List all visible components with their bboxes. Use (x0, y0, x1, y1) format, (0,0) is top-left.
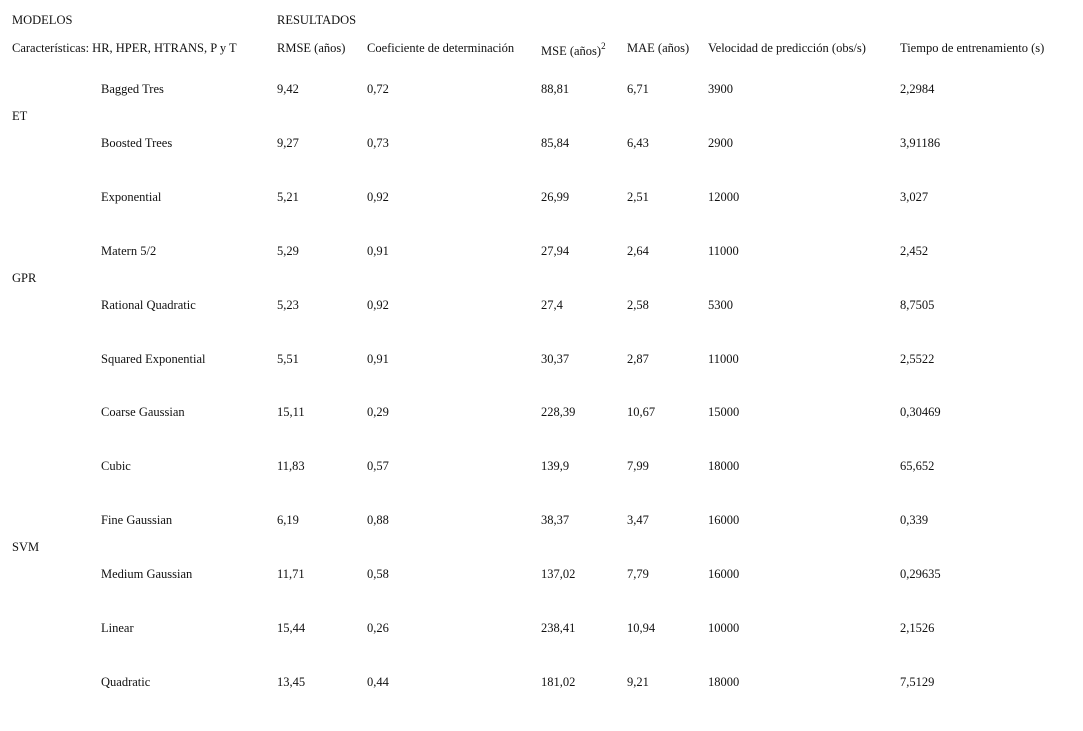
rmse-cell: 13,45 (277, 675, 306, 689)
mse-cell: 30,37 (541, 352, 570, 366)
mae-cell: 6,71 (627, 82, 649, 96)
mse-cell: 88,81 (541, 82, 570, 96)
rmse-cell: 15,11 (277, 405, 305, 419)
train-time-cell: 3,91186 (900, 136, 941, 150)
mae-cell: 3,47 (627, 513, 649, 527)
mae-cell: 2,51 (627, 190, 649, 204)
speed-cell: 18000 (708, 675, 740, 689)
train-time-cell: 8,7505 (900, 298, 935, 312)
mse-cell: 27,94 (541, 244, 570, 258)
r2-header: Coeficiente de determinación (367, 41, 515, 55)
features-header: Características: HR, HPER, HTRANS, P y T (12, 41, 237, 55)
rmse-cell: 5,29 (277, 244, 299, 258)
r2-cell: 0,88 (367, 513, 389, 527)
train-time-cell: 0,29635 (900, 567, 941, 581)
model-name-cell: Fine Gaussian (101, 513, 173, 527)
model-name-cell: Matern 5/2 (101, 244, 157, 258)
r2-cell: 0,73 (367, 136, 389, 150)
model-name-cell: Cubic (101, 459, 131, 473)
model-name-cell: Medium Gaussian (101, 567, 193, 581)
group-label-gpr: GPR (12, 271, 37, 285)
group-label-et: ET (12, 109, 28, 123)
r2-cell: 0,91 (367, 352, 389, 366)
r2-cell: 0,26 (367, 621, 389, 635)
speed-cell: 3900 (708, 82, 733, 96)
mse-cell: 38,37 (541, 513, 570, 527)
speed-cell: 18000 (708, 459, 740, 473)
rmse-cell: 15,44 (277, 621, 306, 635)
speed-cell: 12000 (708, 190, 740, 204)
r2-cell: 0,91 (367, 244, 389, 258)
speed-cell: 10000 (708, 621, 740, 635)
speed-cell: 11000 (708, 244, 739, 258)
mae-cell: 6,43 (627, 136, 649, 150)
model-name-cell: Squared Exponential (101, 352, 206, 366)
rmse-header: RMSE (años) (277, 41, 346, 55)
train-time-cell: 7,5129 (900, 675, 935, 689)
speed-cell: 16000 (708, 567, 740, 581)
mae-cell: 2,58 (627, 298, 649, 312)
mae-cell: 10,67 (627, 405, 656, 419)
train-time-cell: 2,452 (900, 244, 929, 258)
train-time-cell: 2,1526 (900, 621, 935, 635)
mae-cell: 9,21 (627, 675, 649, 689)
model-name-cell: Quadratic (101, 675, 151, 689)
rmse-cell: 5,21 (277, 190, 299, 204)
speed-cell: 15000 (708, 405, 740, 419)
train-time-header: Tiempo de entrenamiento (s) (900, 41, 1045, 55)
r2-cell: 0,29 (367, 405, 389, 419)
mae-cell: 7,99 (627, 459, 649, 473)
rmse-cell: 5,23 (277, 298, 299, 312)
mse-cell: 85,84 (541, 136, 570, 150)
r2-cell: 0,92 (367, 190, 389, 204)
rmse-cell: 5,51 (277, 352, 299, 366)
rmse-cell: 9,27 (277, 136, 299, 150)
results-header: RESULTADOS (277, 13, 357, 27)
speed-cell: 5300 (708, 298, 733, 312)
r2-cell: 0,57 (367, 459, 389, 473)
speed-cell: 2900 (708, 136, 733, 150)
model-name-cell: Boosted Trees (101, 136, 173, 150)
train-time-cell: 2,2984 (900, 82, 935, 96)
r2-cell: 0,92 (367, 298, 389, 312)
speed-cell: 11000 (708, 352, 739, 366)
train-time-cell: 3,027 (900, 190, 929, 204)
mae-cell: 10,94 (627, 621, 656, 635)
mse-cell: 137,02 (541, 567, 576, 581)
r2-cell: 0,72 (367, 82, 389, 96)
mse-cell: 139,9 (541, 459, 570, 473)
speed-cell: 16000 (708, 513, 740, 527)
train-time-cell: 65,652 (900, 459, 935, 473)
mae-cell: 7,79 (627, 567, 649, 581)
speed-header: Velocidad de predicción (obs/s) (708, 41, 866, 55)
model-name-cell: Linear (101, 621, 134, 635)
r2-cell: 0,58 (367, 567, 389, 581)
group-label-svm: SVM (12, 540, 40, 554)
rmse-cell: 11,71 (277, 567, 305, 581)
mse-cell: 27,4 (541, 298, 563, 312)
rmse-cell: 9,42 (277, 82, 299, 96)
model-name-cell: Rational Quadratic (101, 298, 196, 312)
mse-header-exponent: 2 (601, 41, 606, 51)
train-time-cell: 0,30469 (900, 405, 941, 419)
model-name-cell: Exponential (101, 190, 162, 204)
mse-cell: 26,99 (541, 190, 570, 204)
r2-cell: 0,44 (367, 675, 389, 689)
train-time-cell: 0,339 (900, 513, 929, 527)
mse-header-label: MSE (años) (541, 44, 602, 58)
mse-cell: 238,41 (541, 621, 576, 635)
mae-header: MAE (años) (627, 41, 690, 55)
rmse-cell: 6,19 (277, 513, 299, 527)
train-time-cell: 2,5522 (900, 352, 935, 366)
mse-header (541, 41, 606, 58)
rmse-cell: 11,83 (277, 459, 305, 473)
mse-cell: 181,02 (541, 675, 576, 689)
mse-cell: 228,39 (541, 405, 576, 419)
model-name-cell: Coarse Gaussian (101, 405, 185, 419)
mae-cell: 2,87 (627, 352, 649, 366)
mae-cell: 2,64 (627, 244, 649, 258)
models-header: MODELOS (12, 13, 73, 27)
model-name-cell: Bagged Tres (101, 82, 164, 96)
